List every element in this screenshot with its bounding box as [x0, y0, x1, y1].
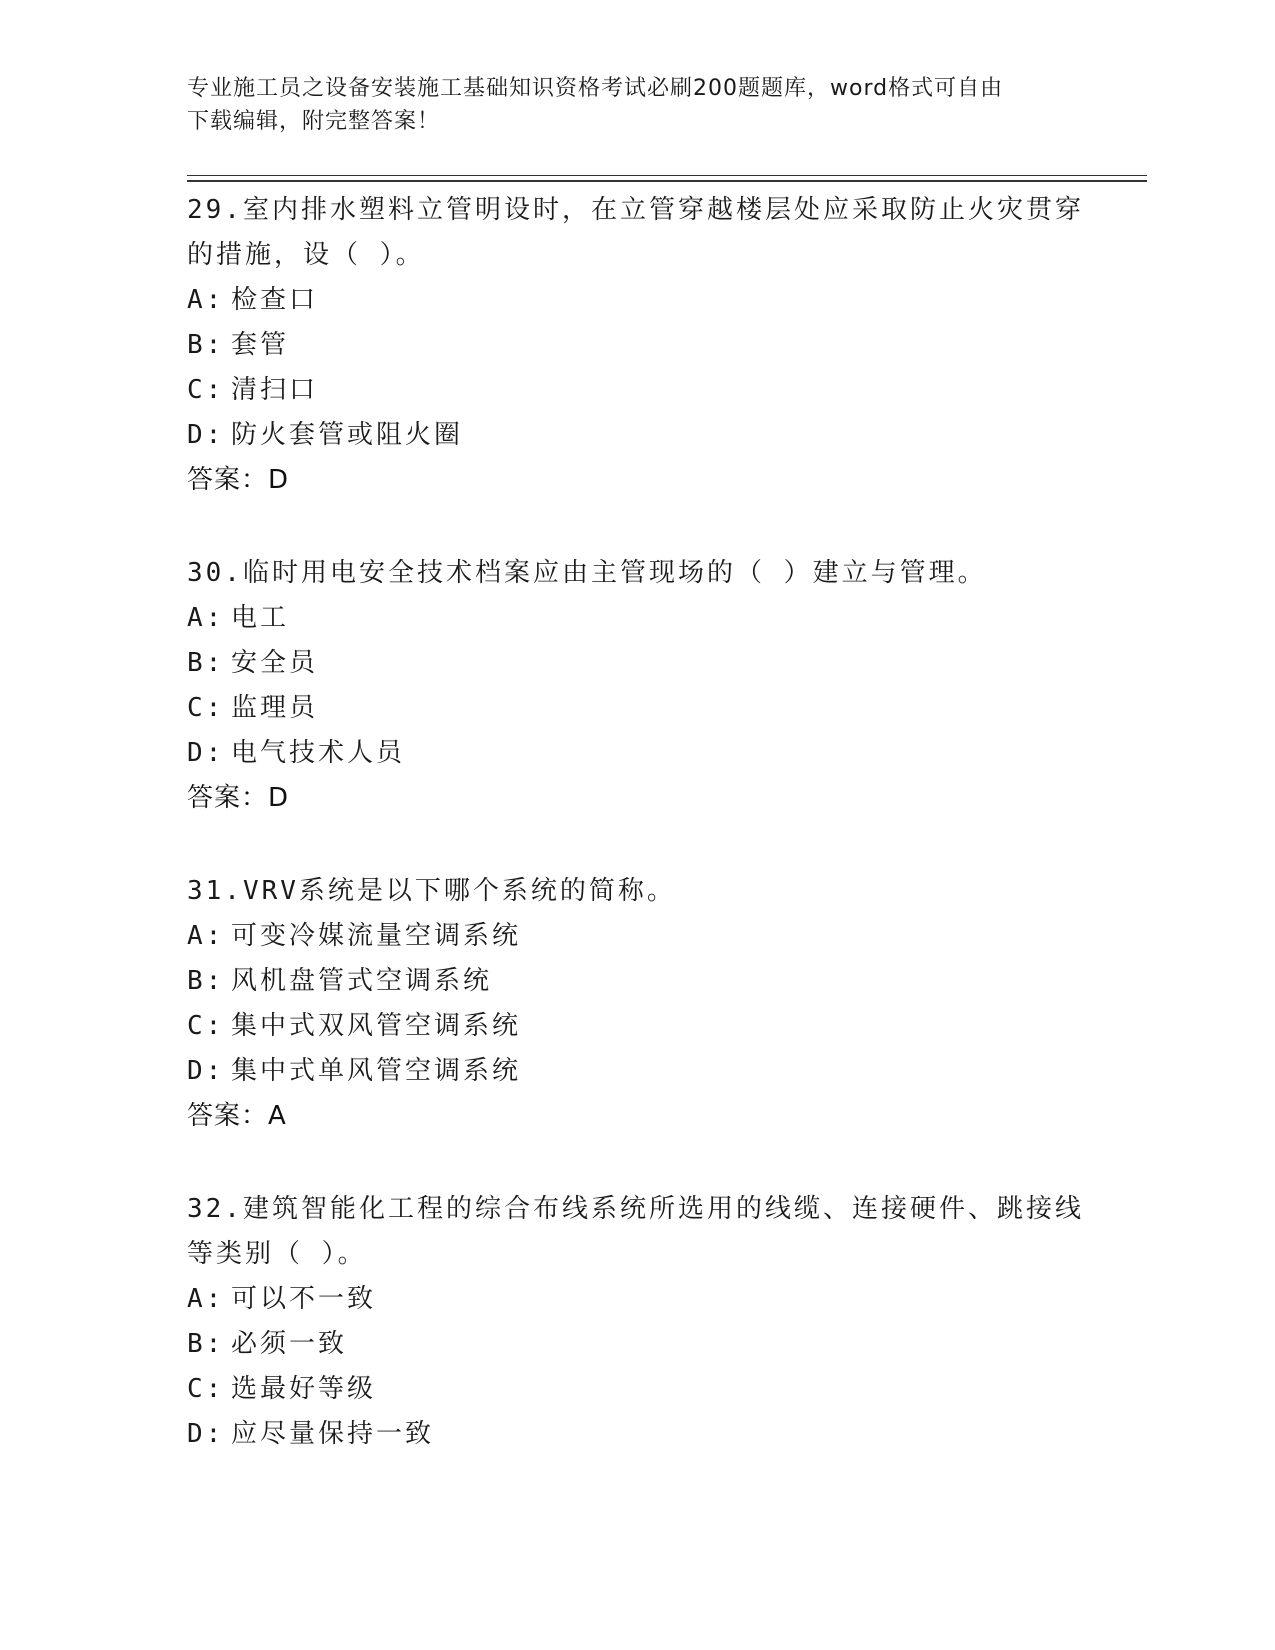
- answer-label: 答案：: [187, 783, 269, 813]
- option-text: 套管: [231, 330, 290, 360]
- question-text-line-1: 建筑智能化工程的综合布线系统所选用的线缆、连接硬件、跳接线: [242, 1194, 1084, 1224]
- answer-label: 答案：: [187, 1101, 269, 1131]
- option-letter: D:: [187, 420, 225, 450]
- answer-value: D: [268, 465, 290, 495]
- question-text-line-1: VRV系统是以下哪个系统的简称。: [242, 876, 676, 906]
- option-text: 可变冷媒流量空调系统: [231, 921, 522, 951]
- option-text: 选最好等级: [231, 1374, 377, 1404]
- answer-line: [187, 1094, 1087, 1139]
- option-letter: B:: [187, 1329, 225, 1359]
- option-text: 电气技术人员: [231, 738, 406, 768]
- option-a: [187, 278, 1087, 323]
- option-letter: C:: [187, 1374, 225, 1404]
- question-text-line-2: 的措施，设（ ）。: [187, 240, 425, 270]
- option-letter: B:: [187, 330, 225, 360]
- question-stem: [187, 1187, 1087, 1232]
- question-number: 31.: [187, 876, 243, 906]
- question-list: [187, 188, 1087, 1505]
- header-line-2: 下载编辑，附完整答案！: [187, 109, 441, 134]
- question-number: 29.: [187, 195, 243, 225]
- answer-line: [187, 458, 1087, 503]
- option-text: 防火套管或阻火圈: [231, 420, 464, 450]
- option-letter: C:: [187, 1011, 225, 1041]
- answer-line: [187, 776, 1087, 821]
- answer-value: D: [268, 783, 290, 813]
- option-text: 电工: [231, 603, 290, 633]
- option-a: [187, 1277, 1087, 1322]
- answer-label: 答案：: [187, 465, 269, 495]
- option-text: 安全员: [231, 648, 319, 678]
- question-number: 30.: [187, 558, 243, 588]
- header-divider-thin: [187, 175, 1147, 176]
- option-d: [187, 731, 1087, 776]
- option-b: [187, 641, 1087, 686]
- question-stem: [187, 869, 1087, 914]
- answer-value: A: [268, 1101, 287, 1131]
- option-b: [187, 959, 1087, 1004]
- option-letter: A:: [187, 285, 225, 315]
- header-divider-thick: [187, 180, 1147, 182]
- option-letter: D:: [187, 738, 225, 768]
- option-b: [187, 1322, 1087, 1367]
- option-c: [187, 1367, 1087, 1412]
- question-29: [187, 188, 1087, 503]
- option-letter: A:: [187, 1284, 225, 1314]
- option-text: 清扫口: [231, 375, 319, 405]
- option-letter: C:: [187, 375, 225, 405]
- option-letter: D:: [187, 1056, 225, 1086]
- option-text: 必须一致: [231, 1329, 348, 1359]
- question-stem: [187, 188, 1087, 233]
- option-a: [187, 914, 1087, 959]
- option-c: [187, 1004, 1087, 1049]
- option-letter: B:: [187, 966, 225, 996]
- option-c: [187, 686, 1087, 731]
- question-text-line-1: 临时用电安全技术档案应由主管现场的（ ）建立与管理。: [242, 558, 987, 588]
- question-text-line-2: 等类别（ ）。: [187, 1239, 367, 1269]
- question-stem: [187, 551, 1087, 596]
- option-text: 集中式双风管空调系统: [231, 1011, 522, 1041]
- question-30: [187, 551, 1087, 821]
- option-b: [187, 323, 1087, 368]
- question-text-line-1: 室内排水塑料立管明设时，在立管穿越楼层处应采取防止火灾贯穿: [242, 195, 1084, 225]
- option-c: [187, 368, 1087, 413]
- option-text: 检查口: [231, 285, 319, 315]
- option-text: 应尽量保持一致: [231, 1419, 435, 1449]
- option-d: [187, 1412, 1087, 1457]
- option-text: 集中式单风管空调系统: [231, 1056, 522, 1086]
- option-letter: B:: [187, 648, 225, 678]
- option-letter: D:: [187, 1419, 225, 1449]
- document-header: [187, 72, 1067, 138]
- option-d: [187, 1049, 1087, 1094]
- option-a: [187, 596, 1087, 641]
- option-letter: A:: [187, 603, 225, 633]
- question-31: [187, 869, 1087, 1139]
- option-d: [187, 413, 1087, 458]
- option-text: 监理员: [231, 693, 319, 723]
- question-32: [187, 1187, 1087, 1457]
- option-text: 风机盘管式空调系统: [231, 966, 493, 996]
- header-line-1: 专业施工员之设备安装施工基础知识资格考试必刷200题题库，word格式可自由: [187, 76, 1004, 101]
- question-number: 32.: [187, 1194, 243, 1224]
- option-text: 可以不一致: [231, 1284, 377, 1314]
- option-letter: C:: [187, 693, 225, 723]
- option-letter: A:: [187, 921, 225, 951]
